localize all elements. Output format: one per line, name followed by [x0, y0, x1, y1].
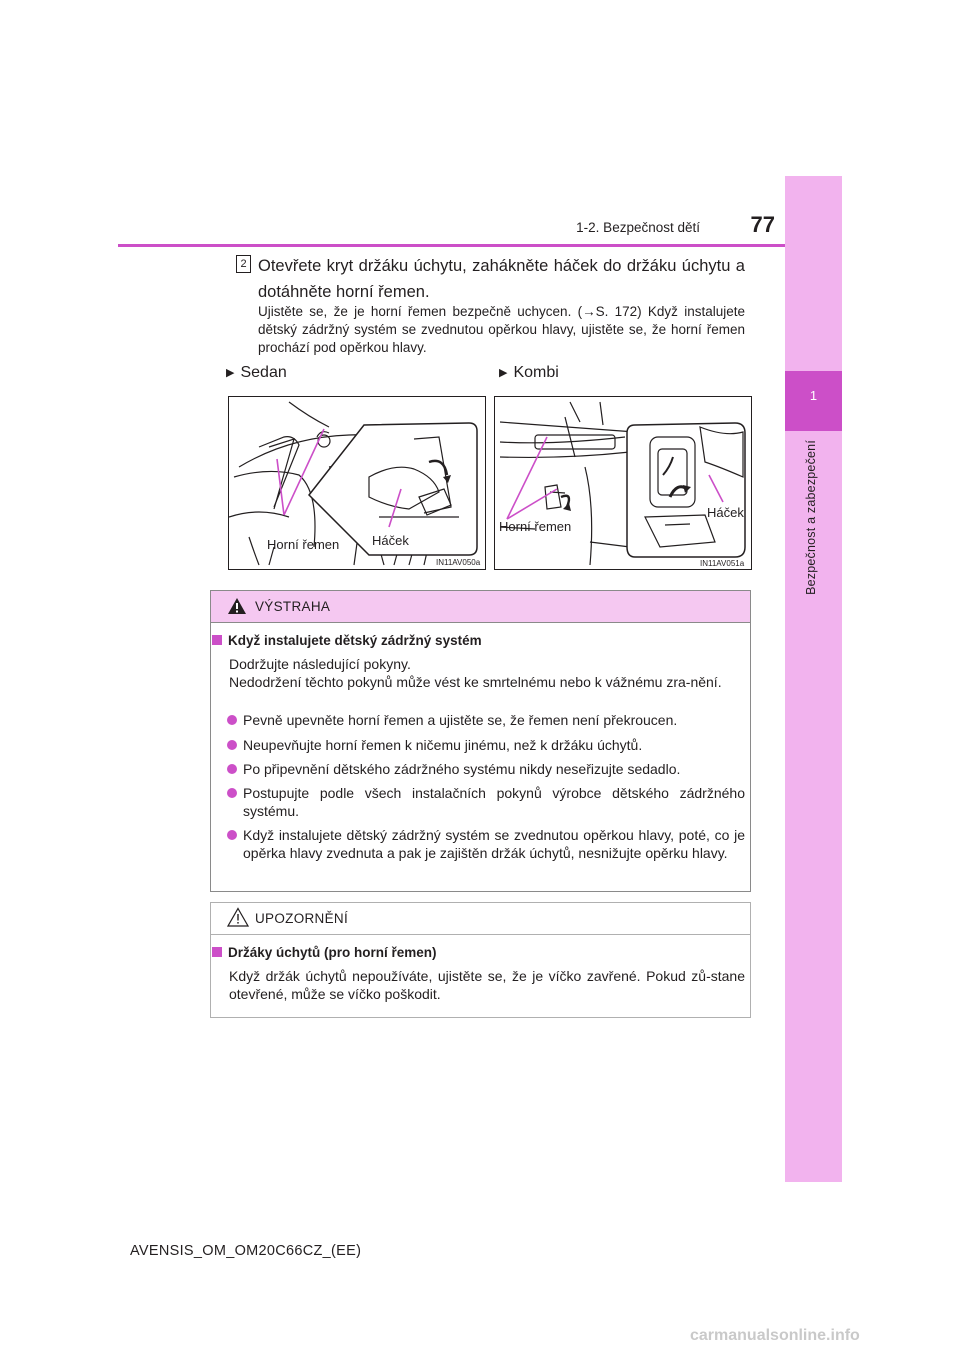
variant-label-kombi: ▶ Kombi	[499, 364, 559, 381]
warning-intro-2: Nedodržení těchto pokynů může vést ke smrtelnému nebo k vážnému zra-nění.	[229, 674, 722, 690]
square-bullet-icon	[212, 947, 222, 957]
kombi-illustration	[494, 396, 752, 570]
warning-bullet: Neupevňujte horní řemen k ničemu jinému, než k držáku úchytů.	[225, 736, 745, 754]
sedan-illustration	[228, 396, 486, 570]
bullet-dot-icon	[227, 830, 237, 840]
sedan-drawing	[229, 397, 485, 569]
kombi-strap-label: Horní řemen	[499, 519, 572, 534]
notice-heading: Držáky úchytů (pro horní řemen)	[212, 945, 742, 960]
bullet-dot-icon	[227, 740, 237, 750]
page-number: 77	[750, 212, 775, 237]
chapter-title: Bezpečnost a zabezpečení	[804, 440, 818, 595]
notice-box-header	[211, 903, 750, 935]
warning-box	[210, 590, 751, 892]
kombi-drawing	[495, 397, 751, 569]
warning-box-header	[211, 591, 750, 623]
variant-label-sedan: ▶ Sedan	[226, 364, 287, 381]
warning-triangle-icon	[227, 597, 247, 615]
sedan-strap-label: Horní řemen	[267, 537, 340, 552]
warning-bullet: Po připevnění dětského zádržného systému nikdy neseřizujte sedadlo.	[225, 760, 745, 778]
warning-heading: Když instalujete dětský zádržný systém	[212, 633, 742, 648]
section-title: 1-2. Bezpečnost dětí	[576, 220, 700, 235]
step-number-badge: 2	[236, 255, 251, 273]
step-note: Ujistěte se, že je horní řemen bezpečně uchycen. (→S. 172) Když instalujete dětský zádržný systém se zvednutou opěrkou hlavy, ujistěte se, že horní řemen prochází pod opěrkou hlavy.	[258, 304, 745, 355]
header-rule	[118, 244, 785, 247]
square-bullet-icon	[212, 635, 222, 645]
watermark: carmanualsonline.info	[690, 1327, 860, 1344]
triangle-arrow-icon: ▶	[499, 367, 508, 379]
chapter-number: 1	[809, 388, 818, 403]
kombi-figure-code: IN11AV051a	[700, 559, 745, 568]
warning-bullet: Když instalujete dětský zádržný systém se zvednutou opěrkou hlavy, poté, co je opěrka hlavy zvednuta a pak je zajištěn držák úchytů, nesnižujte opěrku hlavy.	[225, 826, 745, 862]
bullet-dot-icon	[227, 788, 237, 798]
kombi-hook-label: Háček	[707, 505, 744, 520]
warning-intro: Dodržujte následující pokyny.	[229, 656, 411, 672]
step-instruction: Otevřete kryt držáku úchytu, zahákněte háček do držáku úchytu a dotáhněte horní řemen.	[258, 257, 745, 301]
footer-document-code: AVENSIS_OM_OM20C66CZ_(EE)	[130, 1243, 362, 1259]
bullet-dot-icon	[227, 764, 237, 774]
notice-title: UPOZORNĚNÍ	[255, 911, 349, 926]
warning-bullet: Postupujte podle všech instalačních pokynů výrobce dětského zádržného systému.	[225, 784, 745, 820]
notice-text: Když držák úchytů nepoužíváte, ujistěte se, že je víčko zavřené. Pokud zů-stane otevřené, může se víčko poškodit.	[229, 968, 745, 1002]
warning-bullet: Pevně upevněte horní řemen a ujistěte se, že řemen není překroucen.	[225, 711, 745, 729]
warning-title: VÝSTRAHA	[255, 599, 331, 614]
sedan-hook-label: Háček	[372, 533, 409, 548]
caution-triangle-icon	[227, 907, 249, 927]
notice-box	[210, 902, 751, 1018]
triangle-arrow-icon: ▶	[226, 367, 235, 379]
sedan-figure-code: IN11AV050a	[436, 558, 481, 567]
bullet-dot-icon	[227, 715, 237, 725]
